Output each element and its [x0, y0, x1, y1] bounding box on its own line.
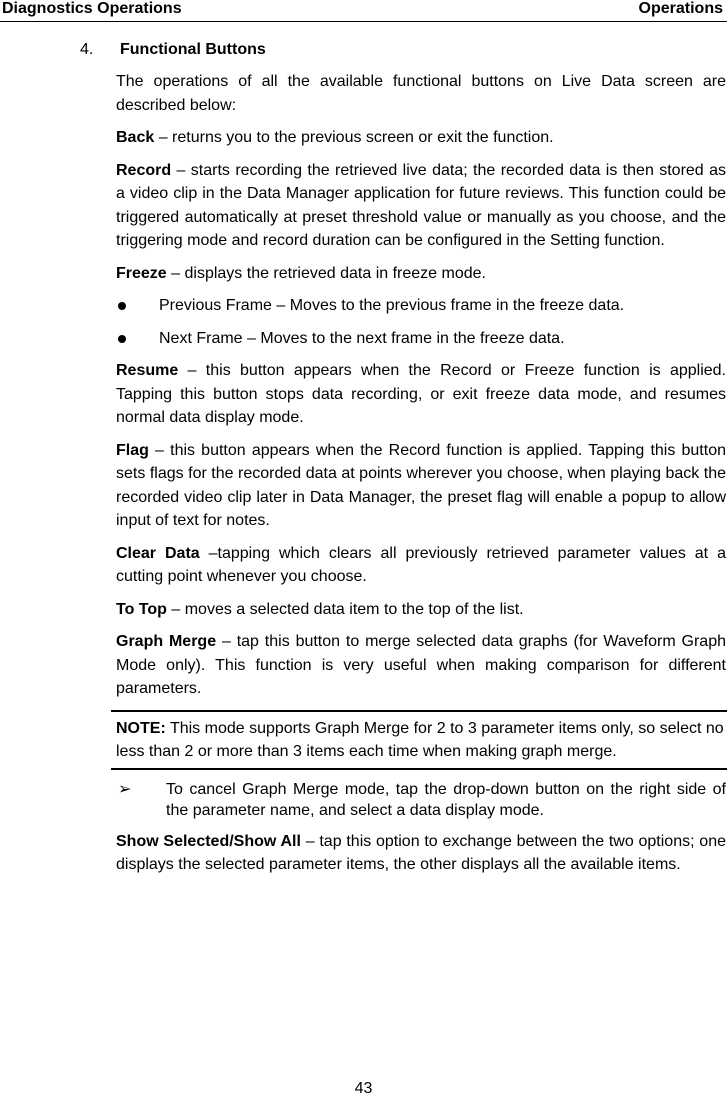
list-item: [116, 327, 726, 351]
section-number: 4.: [80, 41, 94, 58]
item-resume: [116, 359, 726, 430]
header-section-title: Operations: [638, 0, 723, 17]
arrow-item-text: To cancel Graph Merge mode, tap the drop-down button on the right side of the parameter name, and select a data display mode.: [166, 780, 726, 819]
item-text: – this button appears when the Record or Freeze function is applied. Tapping this button stops data recording, or exit freeze data mode, and resumes normal data display mode.: [116, 362, 726, 426]
note-box: [111, 710, 727, 770]
item-to-top: [116, 598, 726, 622]
item-clear-data: [116, 542, 726, 589]
list-item: [116, 779, 726, 821]
item-flag: [116, 439, 726, 533]
item-term: Freeze: [116, 264, 167, 282]
item-term: Flag: [116, 441, 149, 459]
main-content: [116, 40, 726, 886]
page-header: [0, 0, 727, 22]
item-text: – moves a selected data item to the top of the list.: [166, 600, 524, 618]
item-term: Graph Merge: [116, 633, 217, 650]
bullet-icon: [118, 335, 126, 343]
item-term: Show Selected/Show All: [116, 832, 301, 850]
item-text: – tap this option to exchange between the two options; one displays the selected parameter items, the other displays all the available items.: [116, 832, 726, 873]
list-item: [116, 294, 726, 318]
section-title: Functional Buttons: [120, 41, 266, 58]
arrow-bullet-icon: ➢: [118, 780, 132, 798]
item-term: Clear Data: [116, 544, 200, 562]
item-freeze: [116, 262, 726, 286]
item-text: –tapping which clears all previously retrieved parameter values at a cutting point whenever you choose.: [116, 544, 726, 585]
header-chapter-title: Diagnostics Operations: [2, 0, 182, 17]
item-text: – returns you to the previous screen or exit the function.: [154, 129, 554, 146]
item-text: – this button appears when the Record function is applied. Tapping this button sets flags for the recorded data at points wherever you choose, when playing back the recorded video clip later in Data Manager, the preset flag will enable a popup to allow input of text for notes.: [116, 441, 726, 529]
item-term: Resume: [116, 362, 179, 379]
note-label: NOTE:: [116, 719, 166, 737]
item-text: – displays the retrieved data in freeze mode.: [166, 264, 486, 282]
bullet-icon: [118, 302, 126, 310]
item-back: [116, 126, 726, 150]
item-text: – tap this button to merge selected data graphs (for Waveform Graph Mode only). This function is very useful when making comparison for different parameters.: [116, 633, 727, 697]
intro-paragraph: The operations of all the available functional buttons on Live Data screen are described below:: [116, 73, 726, 114]
item-record: [116, 159, 726, 253]
item-graph-merge: [116, 630, 726, 701]
item-show-selected: [116, 830, 726, 877]
bullet-text: Next Frame – Moves to the next frame in the freeze data.: [159, 329, 565, 347]
item-term: Record: [116, 161, 172, 179]
item-term: Back: [116, 129, 155, 146]
item-term: To Top: [116, 600, 167, 618]
page-number: 43: [354, 1080, 373, 1097]
item-text: – starts recording the retrieved live data; the recorded data is then stored as a video clip in the Data Manager application for future reviews. This function could be triggered automatically at preset threshold value or manually as you choose, and the triggering mode and record duration can be configured in the Setting function.: [116, 161, 726, 249]
bullet-text: Previous Frame – Moves to the previous frame in the freeze data.: [159, 297, 625, 314]
note-text: This mode supports Graph Merge for 2 to 3 parameter items only, so select no less than 2 or more than 3 items each time when making graph merge.: [116, 719, 724, 760]
